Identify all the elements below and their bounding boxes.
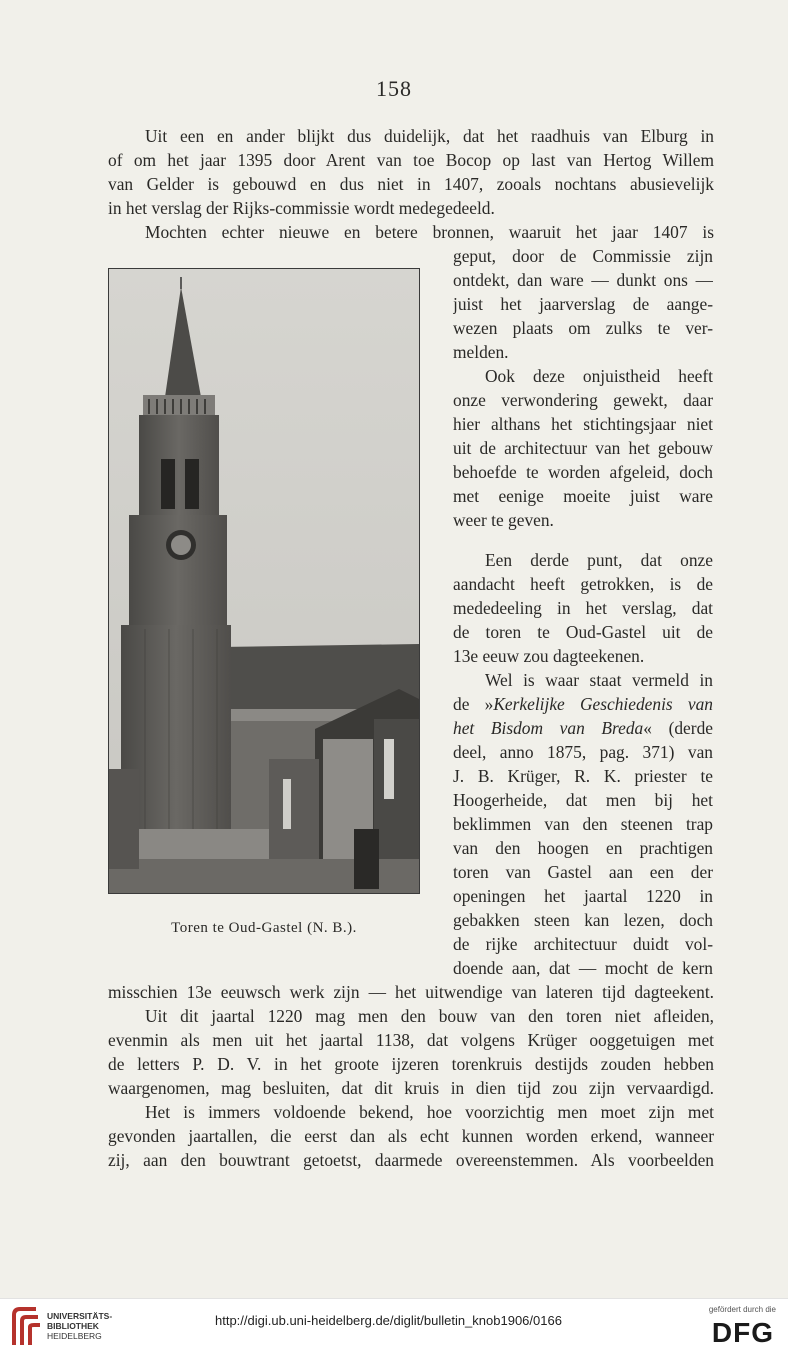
column-text-line: de »Kerkelijke Geschiedenis van [453, 694, 713, 714]
column-text-line: uit de architectuur van het gebouw [453, 438, 713, 458]
text-line: Mochten echter nieuwe en betere bronnen, waaruit het jaar 1407 is [145, 222, 714, 242]
column-text-line: deel, anno 1875, pag. 371) van [453, 742, 713, 762]
text-line: Uit dit jaartal 1220 mag men den bouw van den toren niet afleiden, [145, 1006, 714, 1026]
column-text-line: Hoogerheide, dat men bij het [453, 790, 713, 810]
text-line: of om het jaar 1395 door Arent van toe Bocop op last van Hertog Willem [108, 150, 714, 170]
column-text-line: juist het jaarverslag de aange- [453, 294, 713, 314]
permalink-url[interactable]: http://digi.ub.uni-heidelberg.de/diglit/bulletin_knob1906/0166 [215, 1313, 562, 1328]
text-line: zij, aan den bouwtrant getoetst, daarmede overeenstemmen. Als voorbeelden [108, 1150, 714, 1170]
column-text-line: ontdekt, dan ware — dunkt ons — [453, 270, 713, 290]
column-text-line: geput, door de Commissie zijn [453, 246, 713, 266]
column-text-line: Ook deze onjuistheid heeft [485, 366, 713, 386]
column-text-line: met eenige moeite juist ware [453, 486, 713, 506]
tower-photograph [108, 268, 420, 894]
column-text-line: mededeeling in het verslag, dat [453, 598, 713, 618]
column-text-line: doende aan, dat — mocht de kern [453, 958, 713, 978]
text-line: Uit een en ander blijkt dus duidelijk, dat het raadhuis van Elburg in [145, 126, 714, 146]
column-text-line: gebakken steen kan lezen, doch [453, 910, 713, 930]
column-text-line: J. B. Krüger, R. K. priester te [453, 766, 713, 786]
text-line: Het is immers voldoende bekend, hoe voorzichtig men moet zijn met [145, 1102, 714, 1122]
library-name: UNIVERSITÄTS- BIBLIOTHEK HEIDELBERG [47, 1311, 113, 1341]
column-text-line: weer te geven. [453, 510, 554, 530]
column-text-line: behoefde te worden afgeleid, doch [453, 462, 713, 482]
book-title: Kerkelijke Geschiedenis van [493, 694, 713, 714]
column-text-line: beklimmen van den steenen trap [453, 814, 713, 834]
university-library-logo-icon [10, 1307, 42, 1347]
column-text-line: van den hoogen en prachtigen [453, 838, 713, 858]
tower-illustration [109, 269, 419, 893]
text-line: misschien 13e eeuwsch werk zijn — het uitwendige van lateren tijd dagteekent. [108, 982, 714, 1002]
text-line: gevonden jaartallen, die eerst dan als echt kunnen worden erkend, wanneer [108, 1126, 714, 1146]
column-text-line: openingen het jaartal 1220 in [453, 886, 713, 906]
column-text-line: Een derde punt, dat onze [485, 550, 713, 570]
column-text-line: melden. [453, 342, 509, 362]
column-text-line: hier althans het stichtingsjaar niet [453, 414, 713, 434]
funding-label: gefördert durch die [708, 1305, 776, 1314]
digitization-footer [0, 1298, 788, 1356]
figure-caption: Toren te Oud-Gastel (N. B.). [171, 920, 357, 936]
page-number: 158 [376, 76, 412, 101]
column-text-line: wezen plaats om zulks te ver- [453, 318, 713, 338]
text-line: van Gelder is gebouwd en dus niet in 1407, zooals nochtans abusievelijk [108, 174, 714, 194]
dfg-logo: DFG [711, 1317, 774, 1348]
text-line: evenmin als men uit het jaartal 1138, dat volgens Krüger ooggetuigen met [108, 1030, 714, 1050]
column-text-line: het Bisdom van Breda« (derde [453, 718, 713, 738]
text-line: de letters P. D. V. in het groote ijzeren torenkruis destijds zouden hebben [108, 1054, 714, 1074]
text-line: waargenomen, mag besluiten, dat dit kruis in dien tijd zou zijn vervaardigd. [108, 1078, 714, 1098]
text-line: in het verslag der Rijks-commissie wordt medegedeeld. [108, 198, 495, 218]
column-text-line: aandacht heeft getrokken, is de [453, 574, 713, 594]
column-text-line: onze verwondering gewekt, daar [453, 390, 713, 410]
column-text-line: de rijke architectuur duidt vol- [453, 934, 713, 954]
column-text-line: toren van Gastel aan een der [453, 862, 713, 882]
column-text-line: de toren te Oud-Gastel uit de [453, 622, 713, 642]
column-text-line: Wel is waar staat vermeld in [485, 670, 713, 690]
column-text-line: 13e eeuw zou dagteekenen. [453, 646, 645, 666]
book-title: het Bisdom van Breda [453, 718, 644, 738]
